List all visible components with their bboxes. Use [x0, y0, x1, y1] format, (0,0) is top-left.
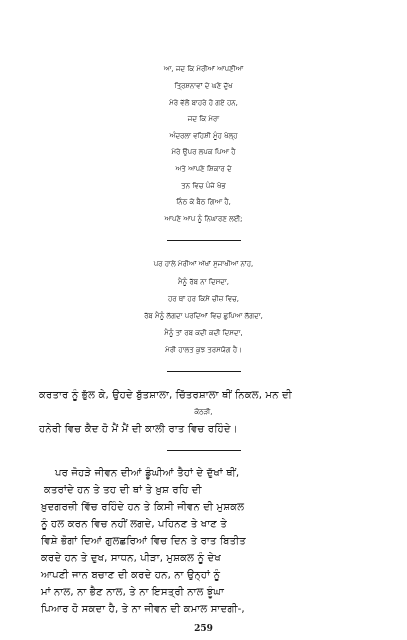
prose-line: ਨੂੰ ਹਲ ਕਰਨ ਵਿਚ ਨਹੀਂ ਲਗਦੇ, ਪਹਿਨਣ ਤੇ ਖਾਣ ਤੇ [41, 519, 227, 530]
poem-line: ਅੰਦਰਲਾ ਵਹਿਸ਼ੀ ਮੂੰਹ ਖੋਲ੍ਹ [169, 132, 238, 140]
poem-line: ਆਪਣੇ ਆਪ ਨੂੰ ਨਿਘਾਰਣ ਲਈ; [164, 215, 243, 223]
prose-line: ਪਰ ਜੋਹੜੇ ਜੀਵਨ ਦੀਆਂ ਡੂੰਘੀਆਂ ਤੈਹਾਂ ਦੇ ਦੁੱਖਾਂ ਥੀਂ, [55, 468, 240, 479]
poem-line: ਮੇਰੇ ਵੱਲੋਂ ਬਾਹਰੇ ਹੋ ਗਏ ਹਨ, [169, 99, 238, 107]
prose-line: ਕੋਠੜੀ, [194, 408, 213, 416]
poem-line: ਮੈਨੂੰ ਰੱਬ ਨਾ ਦਿਸਦਾ, [177, 278, 230, 286]
poem-line: ਹਰ ਥਾਂ ਹਰ ਕਿਸੇ ਚੀਜ਼ ਵਿਚ, [167, 295, 240, 303]
prose-line: ਕਰਤਾਰ ਨੂੰ ਭੁੱਲ ਕੇ, ਉਹਦੇ ਬੁੱਤਸ਼ਾਲਾ, ਚਿੱਤਰਸ਼ਾਲਾ ਥੀਂ ਨਿਕਲ, ਮਨ ਦੀ [39, 390, 292, 401]
page-number: 259 [194, 624, 213, 634]
poem-line: ਰੱਬ ਮੈਨੂੰ ਲੱਗਦਾ ਪਰਦਿਆਂ ਵਿਚ ਛੁਪਿਆ ਲੱਗਦਾ, [144, 312, 263, 320]
poem-line: ਮੇਰੀ ਹਾਲਤ ਕੁਝ ਤਰਸਯੋਗ ਹੈ। [165, 346, 242, 354]
poem-line: ਤਨ ਵਿਚ ਪੰਜੇ ਖੋਭ [181, 182, 226, 190]
poem-line: ਅਤੇ ਆਪਣੇ ਸ਼ਿਕਾਰ ਦੇ [175, 165, 232, 173]
prose-line: ਆਪਣੀ ਜਾਨ ਬਚਾਣ ਦੀ ਕਰਦੇ ਹਨ, ਨਾ ਉਨ੍ਹਾਂ ਨੂੰ [41, 570, 221, 581]
prose-line: ਖ਼ੁਦਗਰਜ਼ੀ ਵਿੱਚ ਰਹਿੰਦੇ ਹਨ ਤੇ ਕਿਸੀ ਜੀਵਨ ਦੀ ਮੁਸ਼ਕਲ [41, 502, 245, 513]
prose-line: ਹਨੇਰੀ ਵਿਚ ਕੈਦ ਹੋ ਮੈਂ ਮੈਂ ਦੀ ਕਾਲੀ ਰਾਤ ਵਿਚ ਰਹਿੰਦੇ। [39, 424, 238, 435]
prose-line: ਵਿਸ਼ੇ ਭੋਗਾਂ ਦਿਆਂ ਗੁਲਛਰਿਆਂ ਵਿਚ ਦਿਨ ਤੇ ਰਾਤ ਬਿਤੀਤ [41, 536, 246, 547]
poem-line: ਆ, ਜਦ ਕਿ ਮੇਰੀਆਂ ਆਪਣੀਆਂ [163, 65, 244, 73]
poem-line: ਮੇਰੇ ਉਪਰ ਲਪਕ ਪਿਆ ਹੈ [171, 148, 236, 156]
poem-line: ਤ੍ਰਿਸ਼ਨਾਵਾਂ ਦੇ ਘਣੇ ਦੁੱਖ [174, 82, 233, 90]
section-divider [167, 240, 241, 241]
poem-line: ਨਿੰਠ ਕੇ ਬੈਠ ਗਿਆ ਹੈ, [176, 198, 231, 206]
prose-line: ਪਿਆਰ ਹੋ ਸਕਦਾ ਹੈ, ਤੇ ਨਾ ਜੀਵਨ ਦੀ ਕਮਾਲ ਸਾਦਗੀ-, [41, 604, 245, 615]
prose-line: ਕਤਰਾਂਦੇ ਹਨ ਤੇ ਤਹ ਦੀ ਥਾਂ ਤੇ ਖ਼ੁਸ਼ ਰਹਿ ਦੀ [44, 485, 202, 496]
poem-line: ਮੈਨੂੰ ਤਾਂ ਰਬ ਕਦੀ ਕਦੀ ਦਿਸਦਾ, [164, 329, 243, 337]
poem-line: ਪਰ ਹਾਲੇ ਮੇਰੀਆਂ ਅੱਖਾਂ ਸੁਜਾਖੀਆਂ ਨਾਂਹ, [153, 260, 254, 268]
prose-line: ਮਾਂ ਨਾਲ, ਨਾ ਭੈਣ ਨਾਲ, ਤੇ ਨਾ ਇਸਤ੍ਰੀ ਨਾਲ ਝੂੰਘਾ [41, 587, 225, 598]
section-divider [167, 450, 241, 451]
poem-line: ਜਦ ਕਿ ਮੇਰਾ [187, 115, 220, 123]
section-divider [167, 371, 241, 372]
prose-line: ਕਰਦੇ ਹਨ ਤੇ ਦੁਖ, ਸਾਧਨ, ਪੀੜਾ, ਮੁਸ਼ਕਲ ਨੂੰ ਦੇਖ [41, 553, 221, 564]
